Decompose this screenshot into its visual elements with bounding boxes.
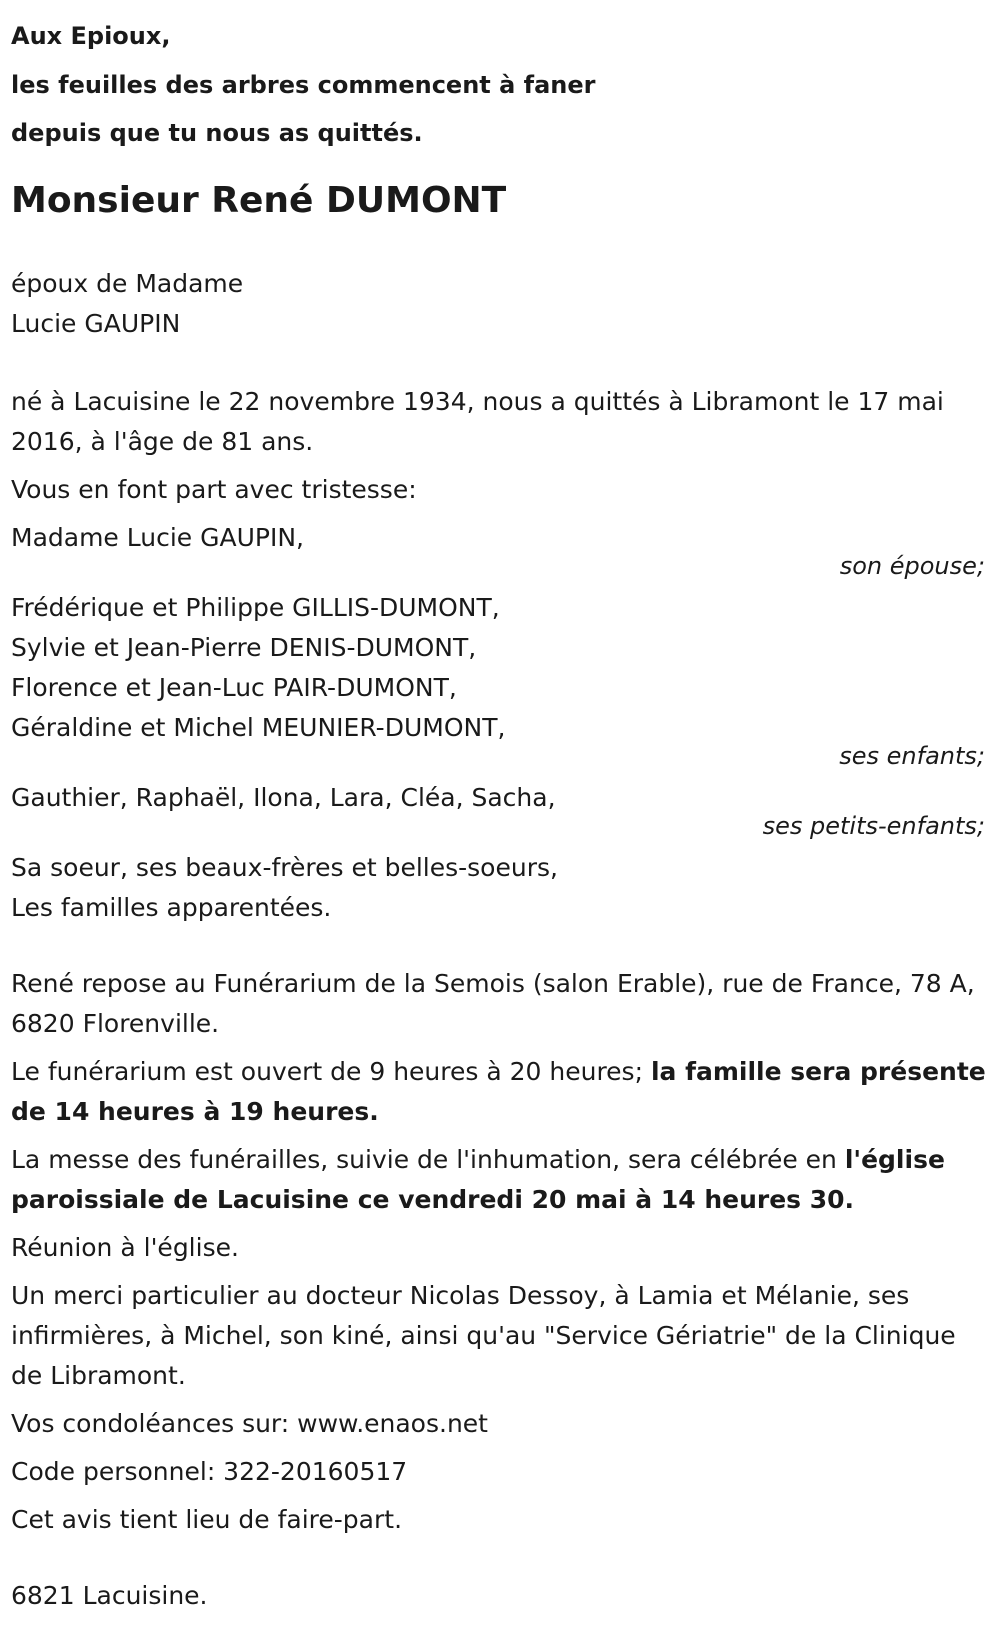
hours-regular: Le funérarium est ouvert de 9 heures à 20 heures;: [11, 1056, 651, 1086]
spouse-info: [11, 264, 991, 344]
family-role: son épouse;: [839, 551, 985, 580]
family-name-line: Madame Lucie GAUPIN,: [11, 522, 304, 552]
family-group-grandchildren: [11, 778, 991, 838]
birth-death-text: né à Lacuisine le 22 novembre 1934, nous a quittés à Libramont le 17 mai 2016, à l'âge de 81 ans.: [11, 386, 944, 456]
city-text: 6821 Lacuisine.: [11, 1580, 208, 1610]
epigraph-line: les feuilles des arbres commencent à faner: [11, 70, 596, 99]
family-name-line: Sylvie et Jean-Pierre DENIS-DUMONT,: [11, 632, 477, 662]
extended-family-line: Les familles apparentées.: [11, 892, 332, 922]
announce-intro: Vous en font part avec tristesse:: [11, 474, 417, 504]
family-name-line: Gauthier, Raphaël, Ilona, Lara, Cléa, Sacha,: [11, 782, 556, 812]
epigraph: [11, 12, 991, 158]
family-name-line: Géraldine et Michel MEUNIER-DUMONT,: [11, 712, 506, 742]
mass-bold: l'église paroissiale de Lacuisine ce vendredi 20 mai à 14 heures 30.: [11, 1144, 945, 1214]
meeting-text: Réunion à l'église.: [11, 1232, 239, 1262]
mass-regular: La messe des funérailles, suivie de l'inhumation, sera célébrée en: [11, 1144, 845, 1174]
rest-place-text: René repose au Funérarium de la Semois (salon Erable), rue de France, 78 A, 6820 Florenville.: [11, 968, 975, 1038]
deceased-name: Monsieur René DUMONT: [11, 179, 507, 221]
spouse-line: Lucie GAUPIN: [11, 308, 181, 338]
extended-family: [11, 848, 991, 928]
spouse-line: époux de Madame: [11, 268, 244, 298]
epigraph-line: depuis que tu nous as quittés.: [11, 119, 423, 147]
obituary-notice: [11, 0, 991, 1616]
mass-text: [11, 1140, 991, 1220]
family-group-children: [11, 588, 991, 768]
extended-family-line: Sa soeur, ses beaux-frères et belles-soeurs,: [11, 852, 558, 882]
hours-text: [11, 1052, 991, 1132]
family-role: ses enfants;: [839, 741, 985, 770]
thanks-text: Un merci particulier au docteur Nicolas Dessoy, à Lamia et Mélanie, ses infirmières, à Michel, son kiné, ainsi qu'au "Service Gériatrie" de la Clinique de Libramont.: [11, 1280, 956, 1390]
family-group-spouse: [11, 518, 991, 578]
epigraph-line: Aux Epioux,: [11, 22, 171, 50]
personal-code: Code personnel: 322-20160517: [11, 1456, 408, 1486]
family-name-line: Frédérique et Philippe GILLIS-DUMONT,: [11, 592, 500, 622]
hours-bold: la famille sera présente de 14 heures à 19 heures.: [11, 1056, 986, 1126]
condolences-text: Vos condoléances sur: www.enaos.net: [11, 1408, 488, 1438]
family-name-line: Florence et Jean-Luc PAIR-DUMONT,: [11, 672, 457, 702]
family-role: ses petits-enfants;: [762, 811, 985, 840]
notice-text: Cet avis tient lieu de faire-part.: [11, 1504, 403, 1534]
